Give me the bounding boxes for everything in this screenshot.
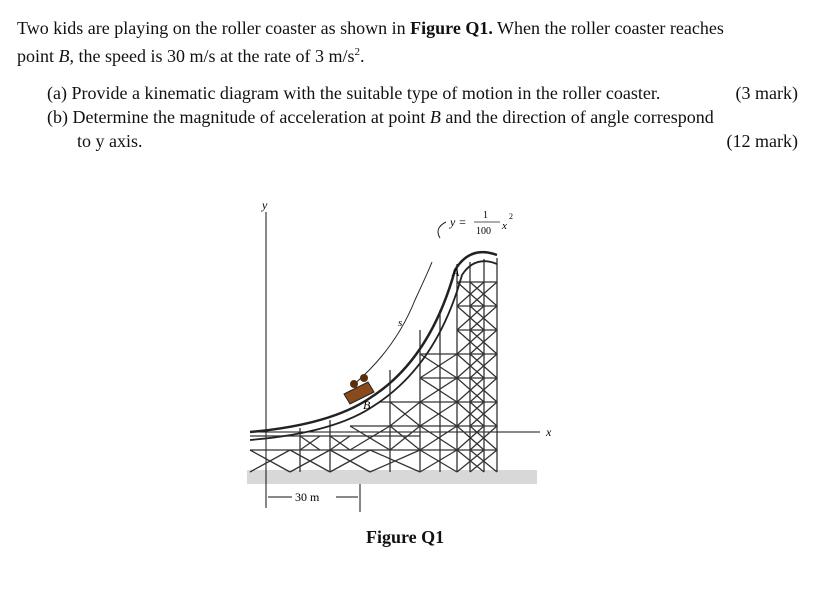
figure-caption: Figure Q1	[366, 527, 445, 547]
question-b-text: (b) Determine the magnitude of acceleration at point	[47, 107, 430, 127]
question-b-text-end: and the direction of angle correspond	[440, 107, 714, 127]
question-b-point: B	[429, 107, 441, 127]
question-a: (a) Provide a kinematic diagram with the suitable type of motion in the roller coaster.	[47, 83, 661, 103]
period: .	[359, 46, 365, 66]
y-axis-label: y	[262, 198, 268, 212]
equation-lhs: y =	[450, 215, 467, 229]
line2-text: point	[17, 46, 59, 66]
figure-reference: Figure Q1.	[410, 18, 493, 38]
question-a-mark: (3 mark)	[735, 83, 798, 103]
intro-text: Two kids are playing on the roller coaster as shown in	[17, 18, 411, 38]
question-b-mark: (12 mark)	[726, 131, 798, 151]
point-a-label: A	[452, 265, 460, 279]
intro-text-end: When the roller coaster reaches	[492, 18, 724, 38]
question-b-continued: to y axis.	[77, 131, 143, 151]
point-b-symbol: B	[58, 46, 70, 66]
equation-numerator: 1	[483, 210, 488, 221]
speed-text: , the speed is 30 m/s at the rate of 3 m/s	[69, 46, 355, 66]
dimension-label: 30 m	[295, 490, 320, 504]
x-axis-label: x	[546, 425, 552, 439]
equation-pointer	[438, 222, 446, 238]
equation-exponent: 2	[509, 212, 513, 221]
equation-variable: x	[502, 220, 507, 232]
unit-exponent: 2	[354, 46, 360, 58]
path-length-label: s	[398, 317, 403, 329]
point-b-label: B	[363, 398, 371, 412]
equation-denominator: 100	[476, 226, 491, 237]
